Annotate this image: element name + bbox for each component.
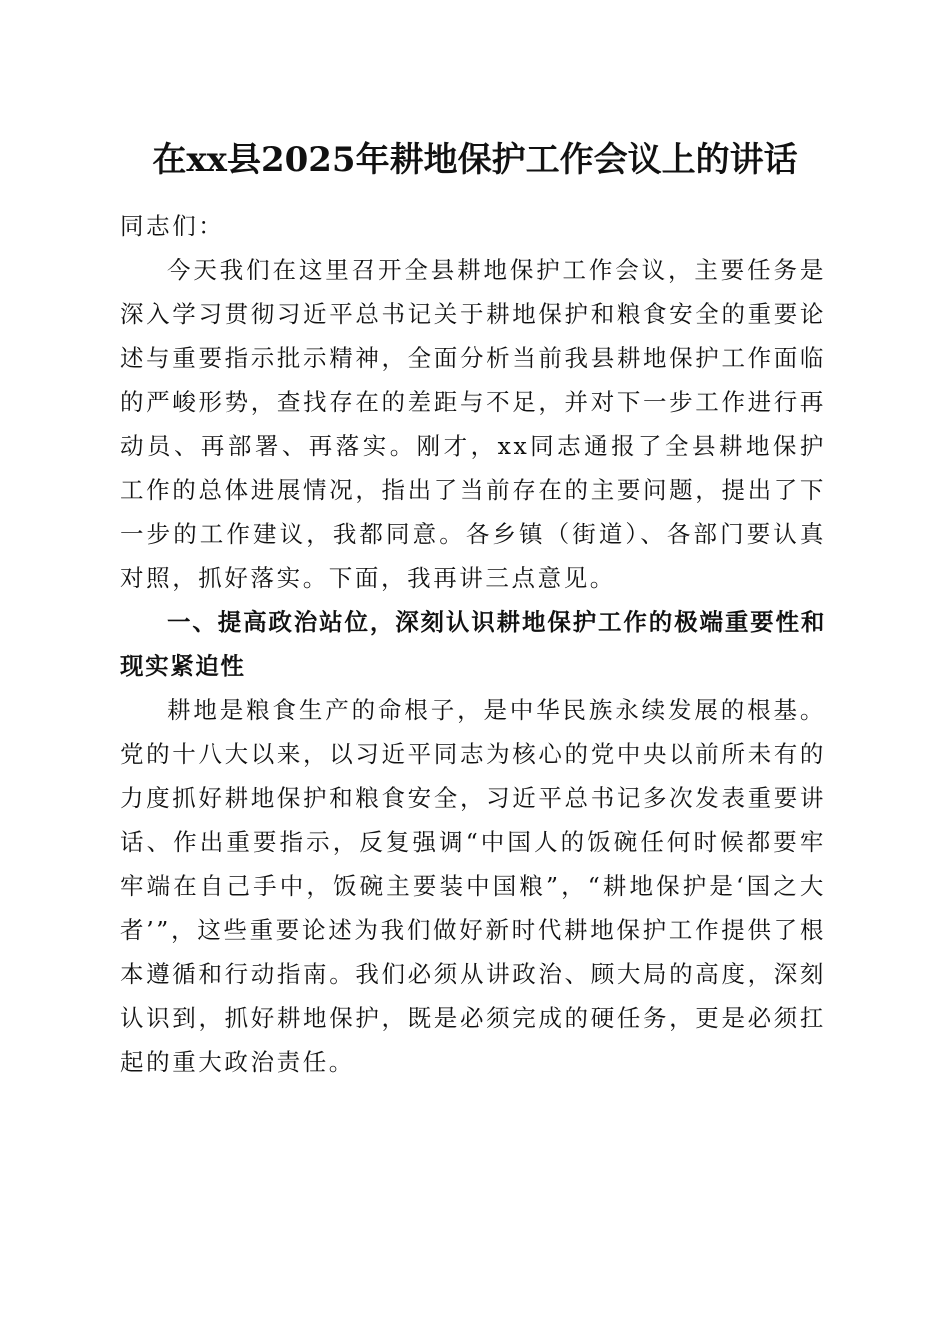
paragraph-section-1: 耕地是粮食生产的命根子，是中华民族永续发展的根基。党的十八大以来，以习近平同志为核心的党中央以前所未有的力度抓好耕地保护和粮食安全，习近平总书记多次发表重要讲话、作出重要指示，反复强调“中国人的饭碗任何时候都要牢牢端在自己手中，饭碗主要装中国粮”，“耕地保护是‘国之大者’”，这些重要论述为我们做好新时代耕地保护工作提供了根本遵循和行动指南。我们必须从讲政治、顾大局的高度，深刻认识到，抓好耕地保护，既是必须完成的硬任务，更是必须扛起的重大政治责任。 xyxy=(120,696,826,1076)
paragraph-intro: 今天我们在这里召开全县耕地保护工作会议，主要任务是深入学习贯彻习近平总书记关于耕地保护和粮食安全的重要论述与重要指示批示精神，全面分析当前我县耕地保护工作面临的严峻形势，查找存在的差距与不足，并对下一步工作进行再动员、再部署、再落实。刚才，xx同志通报了全县耕地保护工作的总体进展情况，指出了当前存在的主要问题，提出了下一步的工作建议，我都同意。各乡镇（街道）、各部门要认真对照，抓好落实。下面，我再讲三点意见。 xyxy=(120,256,826,592)
document-title: 在xx县2025年耕地保护工作会议上的讲话 xyxy=(152,140,798,180)
document-body xyxy=(120,204,826,1084)
section-heading-1: 一、提高政治站位，深刻认识耕地保护工作的极端重要性和现实紧迫性 xyxy=(120,608,826,680)
salutation: 同志们： xyxy=(120,212,225,240)
